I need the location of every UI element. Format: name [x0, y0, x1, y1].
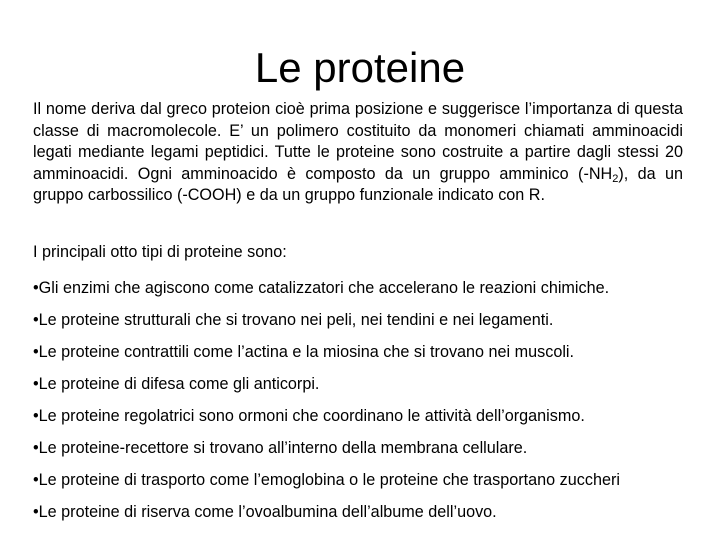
- list-item-defense: •Le proteine di difesa come gli anticorpi.: [33, 375, 320, 393]
- protein-types-list: [33, 277, 620, 533]
- list-item-regulatory: •Le proteine regolatrici sono ormoni che coordinano le attività dell’organismo.: [33, 407, 585, 425]
- intro-text-after-subscript: ), da un gruppo carbossilico (-COOH) e da un gruppo funzionale indicato con R.: [33, 164, 683, 205]
- slide-title: Le proteine: [254, 44, 466, 91]
- list-item-structural: •Le proteine strutturali che si trovano nei peli, nei tendini e nei legamenti.: [33, 311, 554, 329]
- intro-text-before-subscript: Il nome deriva dal greco proteion cioè prima posizione e suggerisce l’importanza di questa classe di macromolecole. E’ un polimero costituito da monomeri chiamati amminoacidi legati mediante legami peptidici. Tutte le proteine sono costruite a partire dagli stessi 20 amminoacidi. Ogni amminoacido è composto da un gruppo amminico (-NH: [33, 100, 683, 183]
- list-lead-text: I principali otto tipi di proteine sono:: [33, 243, 287, 261]
- list-item-storage: •Le proteine di riserva come l’ovoalbumina dell’albume dell’uovo.: [33, 503, 497, 521]
- intro-subscript: 2: [612, 172, 619, 185]
- list-item-enzymes: •Gli enzimi che agiscono come catalizzatori che accelerano le reazioni chimiche.: [33, 279, 610, 297]
- list-item-contractile: •Le proteine contrattili come l’actina e la miosina che si trovano nei muscoli.: [33, 343, 575, 361]
- intro-paragraph: [33, 99, 683, 207]
- list-item-receptor: •Le proteine-recettore si trovano all’interno della membrana cellulare.: [33, 439, 528, 457]
- list-item-transport: •Le proteine di trasporto come l’emoglobina o le proteine che trasportano zuccheri: [33, 471, 620, 489]
